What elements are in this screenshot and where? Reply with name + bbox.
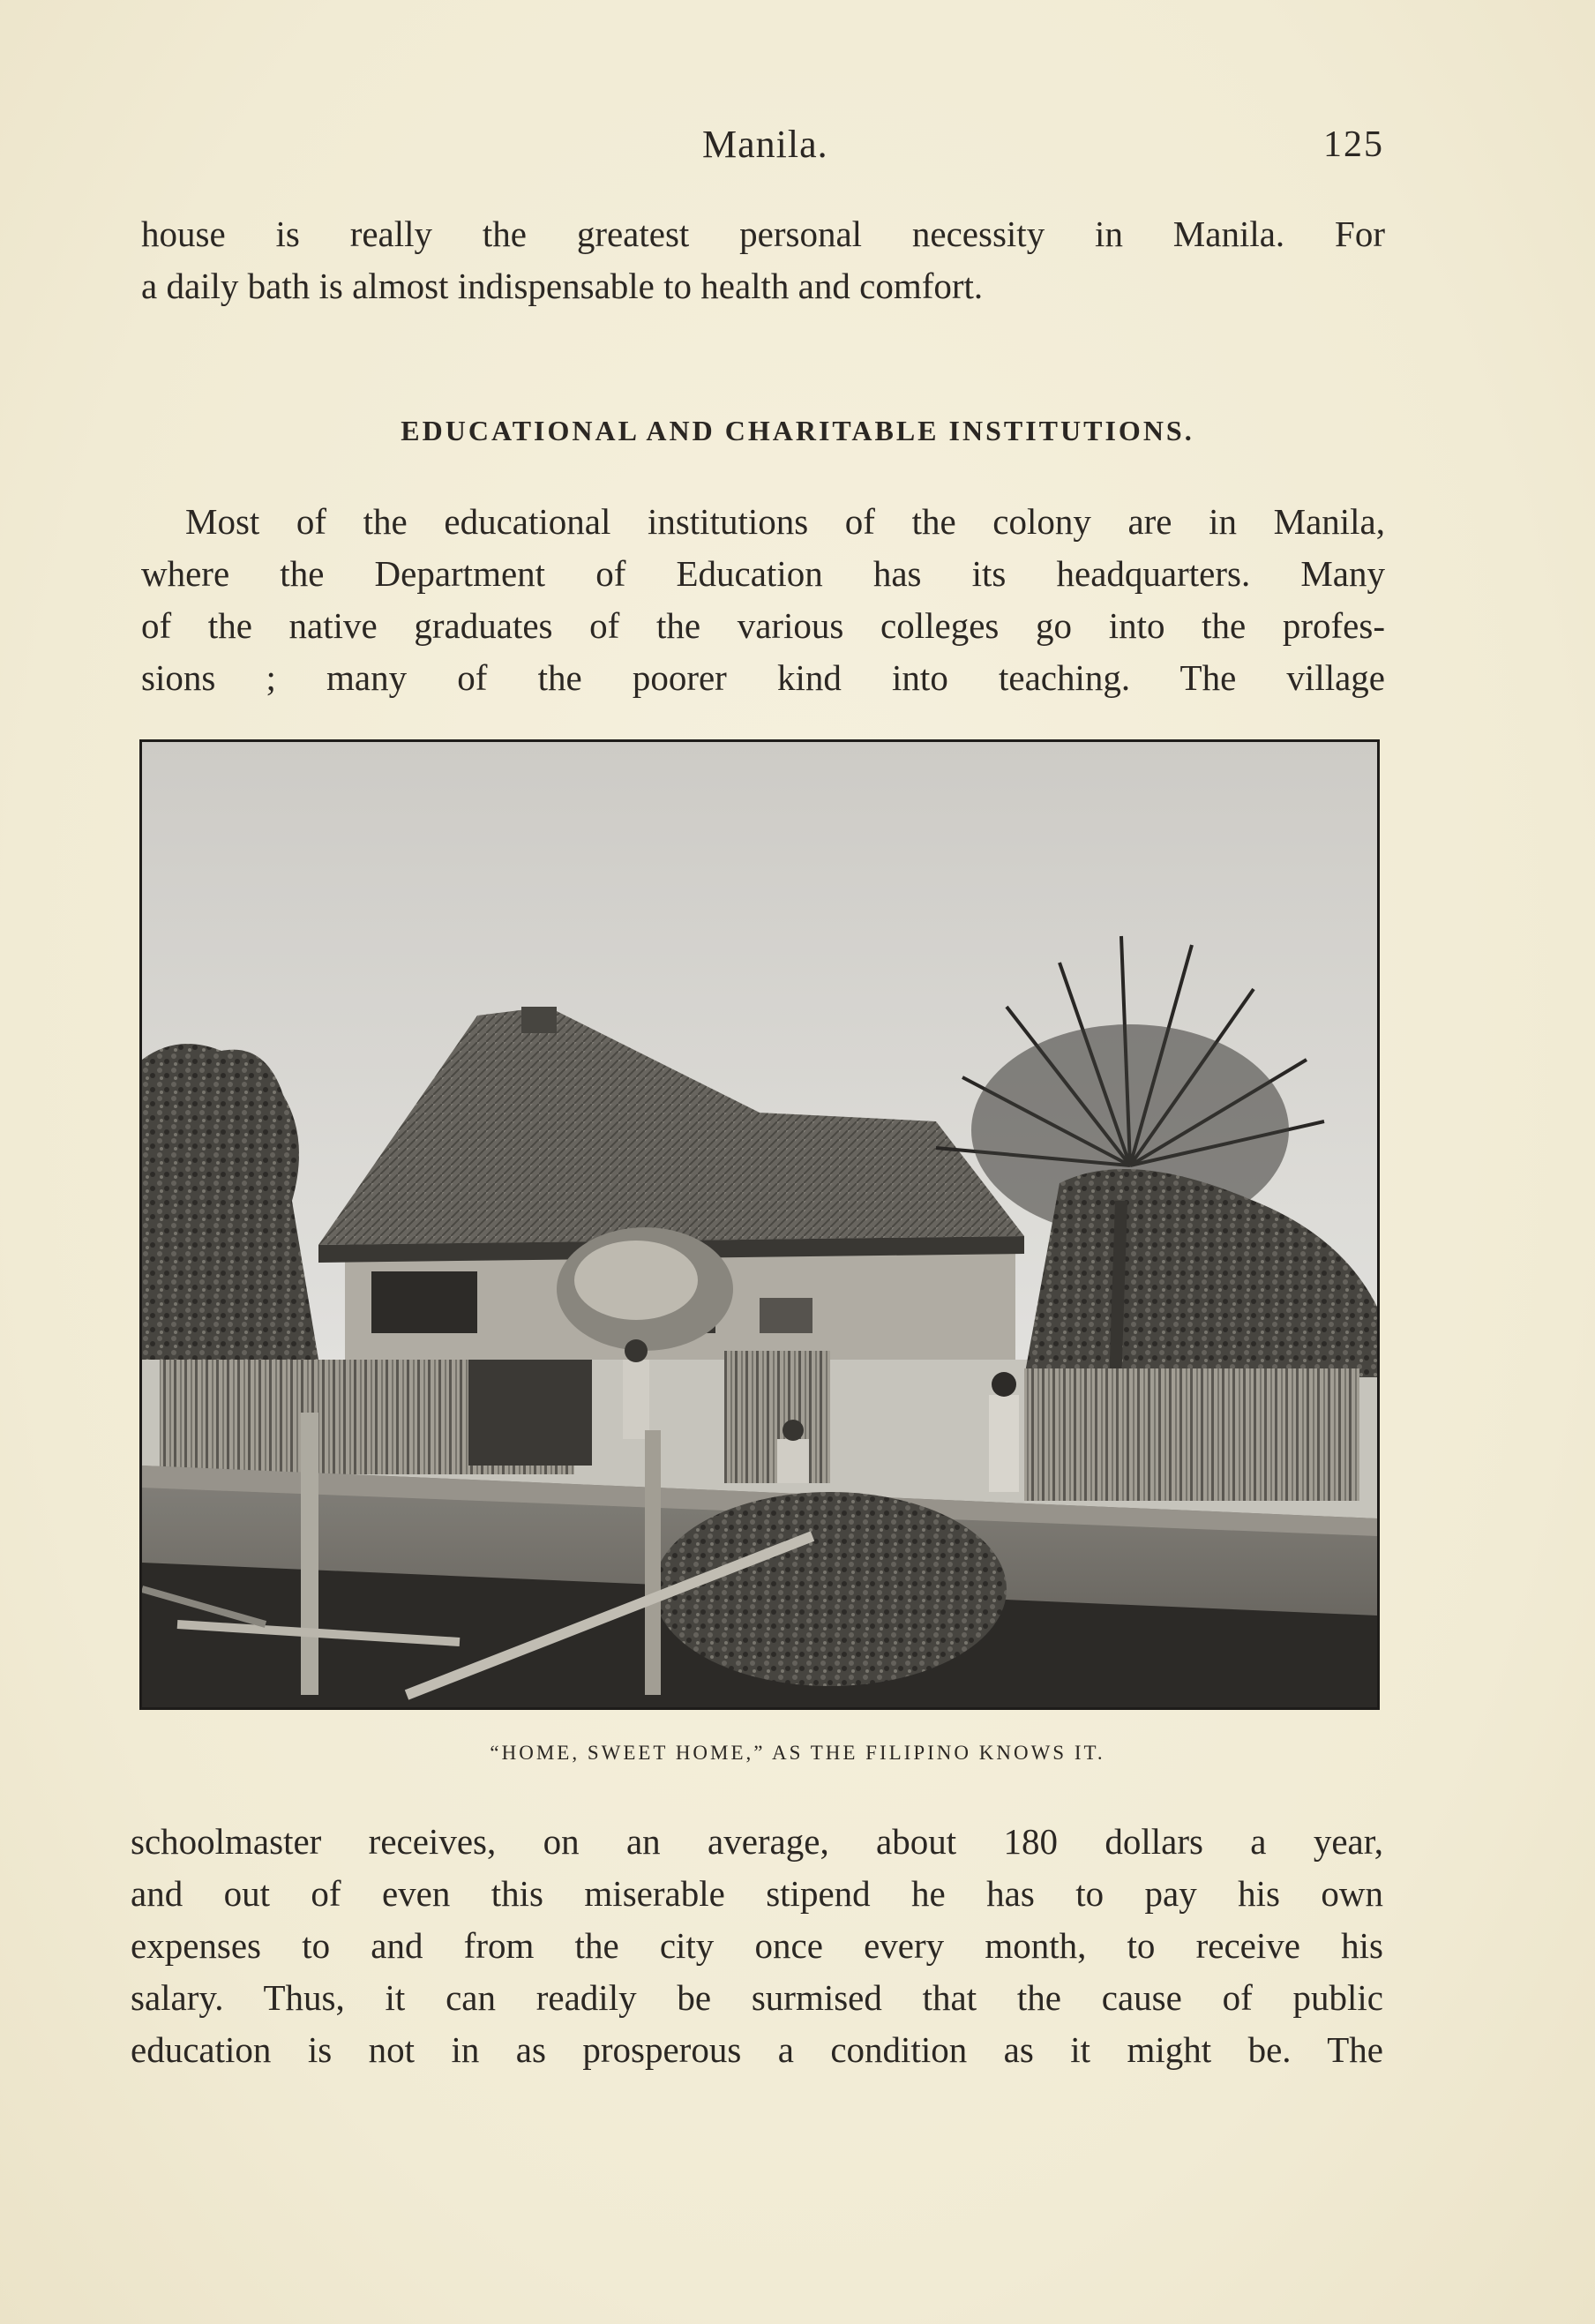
text-line: a daily bath is almost indispensable to health and comfort. xyxy=(141,266,984,306)
text-line: salary. Thus, it can readily be surmised that the cause of public xyxy=(131,1977,1383,2018)
text-line: expenses to and from the city once every month, to receive his xyxy=(131,1925,1383,1966)
text-line: education is not in as prosperous a condition as it might be. The xyxy=(131,2029,1383,2070)
paragraph-middle xyxy=(141,496,1385,704)
running-title: Manila. xyxy=(702,123,828,166)
running-head xyxy=(0,122,1595,175)
text-line: schoolmaster receives, on an average, about 180 dollars a year, xyxy=(131,1821,1383,1862)
paragraph-bottom xyxy=(131,1816,1383,2076)
text-line: where the Department of Education has its headquarters. Many xyxy=(141,553,1385,594)
photo-illustration xyxy=(142,742,1377,1707)
paragraph-top xyxy=(141,208,1385,312)
text-line: Most of the educational institutions of the colony are in Manila, xyxy=(185,501,1385,542)
text-line: house is really the greatest personal necessity in Manila. For xyxy=(141,214,1385,254)
halftone-photograph xyxy=(139,739,1380,1710)
section-heading: EDUCATIONAL AND CHARITABLE INSTITUTIONS. xyxy=(401,415,1194,446)
text-line: of the native graduates of the various colleges go into the profes- xyxy=(141,605,1385,646)
text-line: sions ; many of the poorer kind into teaching. The village xyxy=(141,657,1385,698)
text-line: and out of even this miserable stipend he has to pay his own xyxy=(131,1873,1383,1914)
page-number: 125 xyxy=(1323,124,1384,165)
figure-caption: “HOME, SWEET HOME,” AS THE FILIPINO KNOWS IT. xyxy=(490,1742,1105,1764)
